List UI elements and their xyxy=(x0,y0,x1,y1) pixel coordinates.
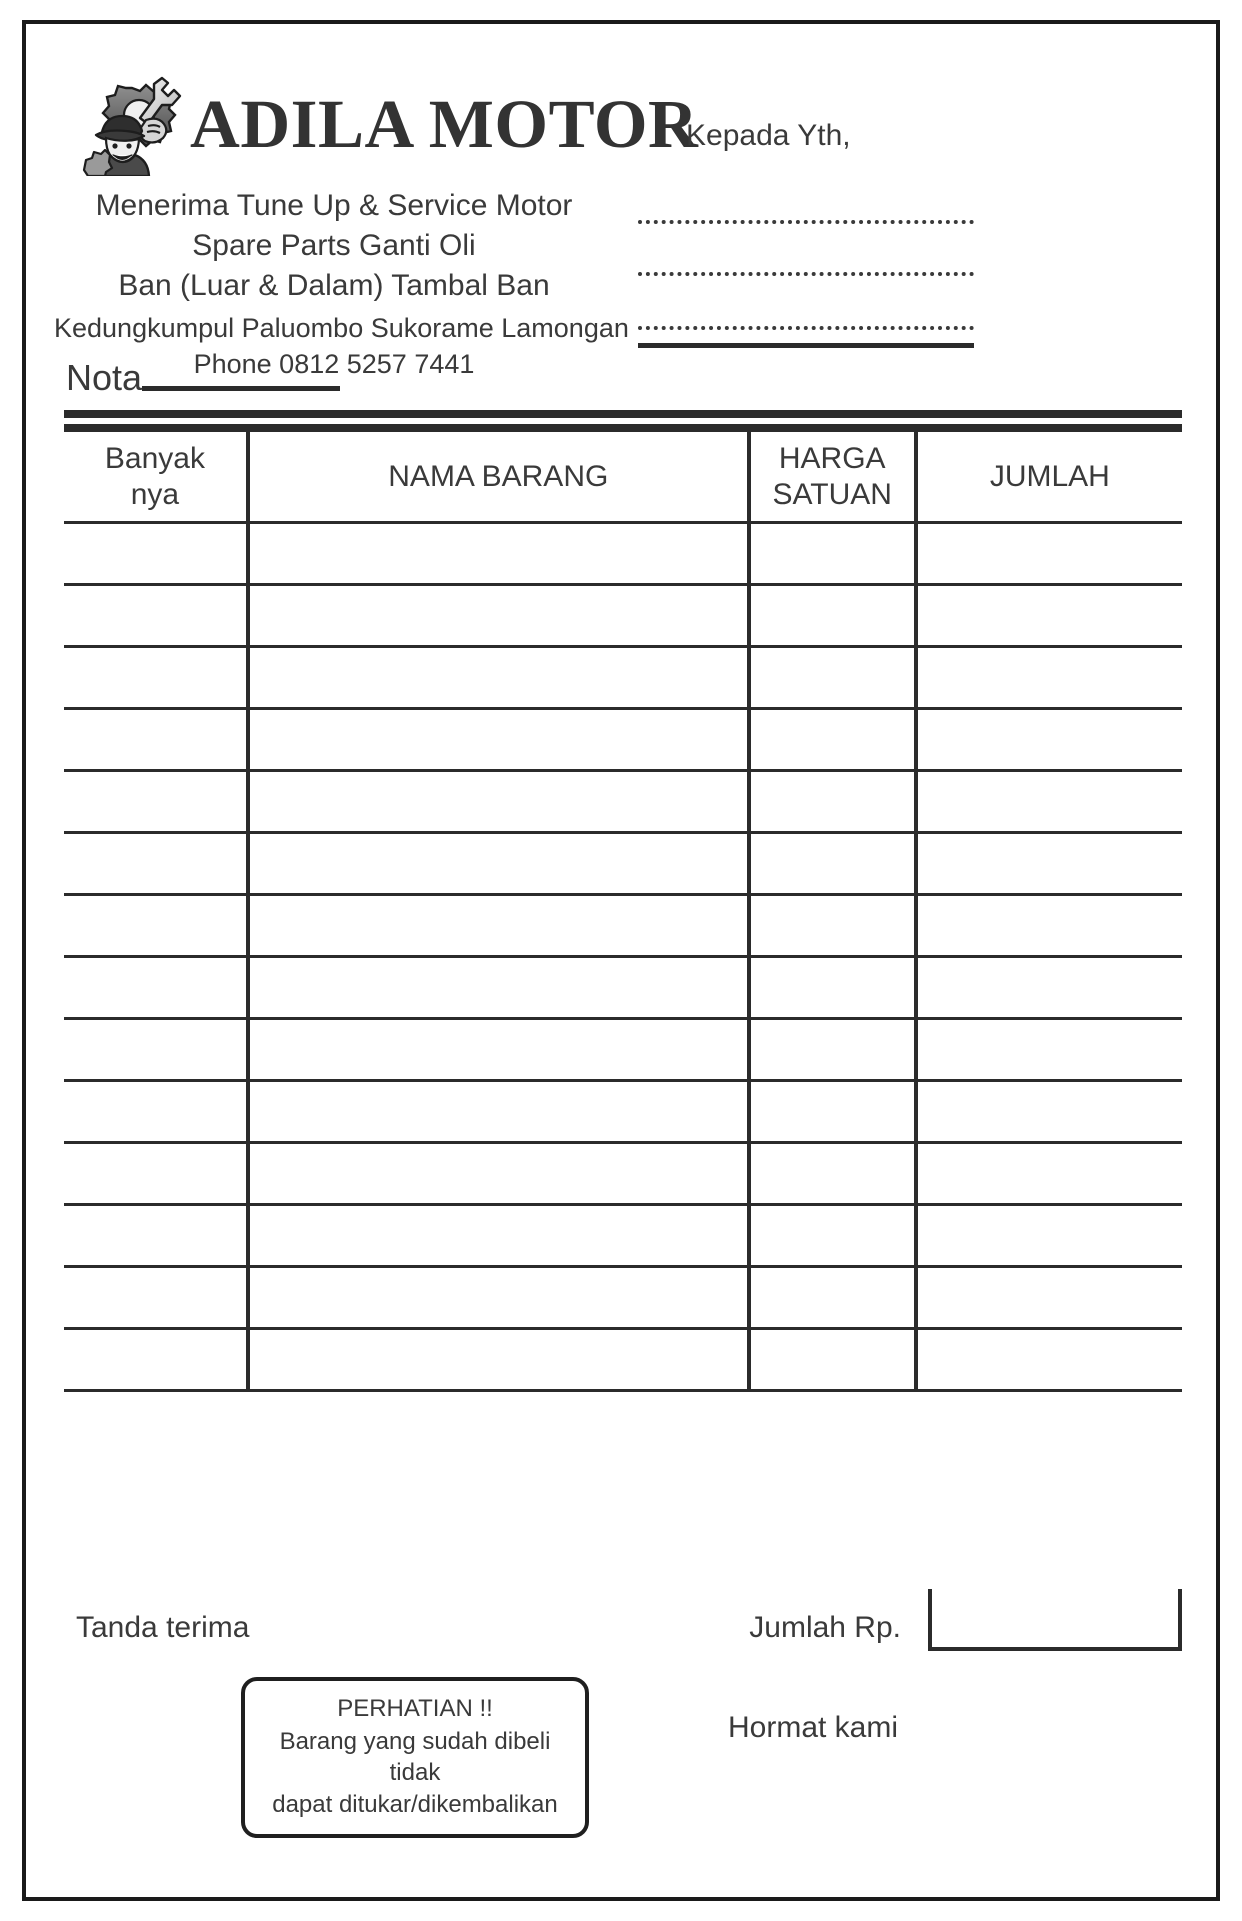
cell-jumlah[interactable] xyxy=(916,647,1182,709)
cell-harga-satuan[interactable] xyxy=(749,1019,916,1081)
shop-address: Kedungkumpul Paluombo Sukorame Lamongan xyxy=(54,312,629,343)
cell-jumlah[interactable] xyxy=(916,771,1182,833)
cell-banyaknya[interactable] xyxy=(64,647,248,709)
recipient-underline xyxy=(638,343,974,348)
cell-nama-barang[interactable] xyxy=(248,523,749,585)
column-header-jumlah-line1: JUMLAH xyxy=(989,459,1110,493)
table-row xyxy=(64,585,1182,647)
cell-nama-barang[interactable] xyxy=(248,585,749,647)
cell-banyaknya[interactable] xyxy=(64,1081,248,1143)
cell-harga-satuan[interactable] xyxy=(749,647,916,709)
table-row xyxy=(64,1267,1182,1329)
cell-banyaknya[interactable] xyxy=(64,771,248,833)
cell-nama-barang[interactable] xyxy=(248,1019,749,1081)
hormat-kami-label: Hormat kami xyxy=(728,1711,899,1744)
nota-number-row xyxy=(66,357,340,398)
cell-harga-satuan[interactable] xyxy=(749,895,916,957)
brand-name: ADILA MOTOR xyxy=(190,85,699,162)
cell-harga-satuan[interactable] xyxy=(749,1143,916,1205)
cell-nama-barang[interactable] xyxy=(248,1267,749,1329)
column-header-harga-satuan-line1: HARGA xyxy=(778,442,886,476)
cell-harga-satuan[interactable] xyxy=(749,523,916,585)
perhatian-line-1: Barang yang sudah dibeli tidak xyxy=(279,1728,551,1787)
recipient-fill-line-1[interactable] xyxy=(638,220,974,224)
table-row xyxy=(64,833,1182,895)
table-row xyxy=(64,1143,1182,1205)
receipt-footer xyxy=(26,1589,1216,1909)
column-header-nama-barang-line1: NAMA BARANG xyxy=(388,459,609,493)
cell-banyaknya[interactable] xyxy=(64,523,248,585)
table-row xyxy=(64,895,1182,957)
cell-banyaknya[interactable] xyxy=(64,1019,248,1081)
table-row xyxy=(64,709,1182,771)
service-line-1: Menerima Tune Up & Service Motor xyxy=(95,189,573,222)
cell-banyaknya[interactable] xyxy=(64,709,248,771)
header-separator-upper xyxy=(64,410,1182,418)
cell-harga-satuan[interactable] xyxy=(749,833,916,895)
cell-nama-barang[interactable] xyxy=(248,833,749,895)
cell-jumlah[interactable] xyxy=(916,957,1182,1019)
cell-nama-barang[interactable] xyxy=(248,771,749,833)
kepada-yth-label: Kepada Yth, xyxy=(686,119,851,152)
cell-jumlah[interactable] xyxy=(916,585,1182,647)
cell-harga-satuan[interactable] xyxy=(749,1329,916,1391)
cell-jumlah[interactable] xyxy=(916,1329,1182,1391)
column-header-nama-barang xyxy=(248,431,749,523)
column-header-jumlah xyxy=(916,431,1182,523)
cell-banyaknya[interactable] xyxy=(64,1267,248,1329)
items-table-body xyxy=(64,523,1182,1391)
cell-banyaknya[interactable] xyxy=(64,957,248,1019)
cell-harga-satuan[interactable] xyxy=(749,957,916,1019)
column-header-banyaknya-line1: Banyak xyxy=(104,442,205,476)
cell-banyaknya[interactable] xyxy=(64,1143,248,1205)
table-row xyxy=(64,1019,1182,1081)
tanda-terima-label: Tanda terima xyxy=(76,1611,250,1644)
cell-nama-barang[interactable] xyxy=(248,1205,749,1267)
cell-banyaknya[interactable] xyxy=(64,1329,248,1391)
table-header-row xyxy=(64,431,1182,523)
table-row xyxy=(64,957,1182,1019)
cell-harga-satuan[interactable] xyxy=(749,585,916,647)
cell-harga-satuan[interactable] xyxy=(749,1081,916,1143)
cell-jumlah[interactable] xyxy=(916,709,1182,771)
cell-nama-barang[interactable] xyxy=(248,1329,749,1391)
table-row xyxy=(64,523,1182,585)
perhatian-title: PERHATIAN !! xyxy=(337,1695,493,1722)
perhatian-line-2: dapat ditukar/dikembalikan xyxy=(272,1790,558,1818)
cell-banyaknya[interactable] xyxy=(64,1205,248,1267)
cell-nama-barang[interactable] xyxy=(248,1081,749,1143)
table-row xyxy=(64,1205,1182,1267)
cell-harga-satuan[interactable] xyxy=(749,1205,916,1267)
cell-jumlah[interactable] xyxy=(916,1019,1182,1081)
cell-nama-barang[interactable] xyxy=(248,895,749,957)
jumlah-rp-label: Jumlah Rp. xyxy=(749,1611,901,1644)
cell-banyaknya[interactable] xyxy=(64,833,248,895)
cell-jumlah[interactable] xyxy=(916,1081,1182,1143)
cell-banyaknya[interactable] xyxy=(64,895,248,957)
cell-harga-satuan[interactable] xyxy=(749,771,916,833)
table-row xyxy=(64,647,1182,709)
brand-lockup xyxy=(76,72,698,176)
items-table xyxy=(64,429,1182,1392)
receipt-page-frame xyxy=(22,20,1220,1901)
recipient-fill-line-2[interactable] xyxy=(638,272,974,276)
recipient-fill-line-3[interactable] xyxy=(638,326,974,330)
cell-harga-satuan[interactable] xyxy=(749,709,916,771)
shop-info-block xyxy=(54,186,629,383)
perhatian-notice-box xyxy=(241,1677,589,1838)
service-line-3: Ban (Luar & Dalam) Tambal Ban xyxy=(118,268,550,302)
cell-nama-barang[interactable] xyxy=(248,709,749,771)
cell-jumlah[interactable] xyxy=(916,1205,1182,1267)
cell-jumlah[interactable] xyxy=(916,1267,1182,1329)
nota-label: Nota xyxy=(66,357,143,398)
table-row xyxy=(64,1329,1182,1391)
cell-jumlah[interactable] xyxy=(916,1143,1182,1205)
receipt-header xyxy=(26,24,1216,414)
cell-banyaknya[interactable] xyxy=(64,585,248,647)
column-header-banyaknya-line2: nya xyxy=(130,477,180,511)
cell-nama-barang[interactable] xyxy=(248,1143,749,1205)
cell-nama-barang[interactable] xyxy=(248,957,749,1019)
service-line-2: Spare Parts Ganti Oli xyxy=(192,228,476,262)
shop-phone: Phone 0812 5257 7441 xyxy=(193,349,475,380)
column-header-harga-satuan xyxy=(749,431,916,523)
nota-number-fill-line[interactable] xyxy=(142,386,340,391)
table-row xyxy=(64,1081,1182,1143)
table-row xyxy=(64,771,1182,833)
mechanic-gear-wrench-icon xyxy=(76,72,188,176)
cell-jumlah[interactable] xyxy=(916,523,1182,585)
column-header-harga-satuan-line2: SATUAN xyxy=(772,477,892,511)
column-header-banyaknya xyxy=(64,431,248,523)
recipient-block xyxy=(626,119,1186,153)
cell-jumlah[interactable] xyxy=(916,833,1182,895)
cell-jumlah[interactable] xyxy=(916,895,1182,957)
cell-harga-satuan[interactable] xyxy=(749,1267,916,1329)
cell-nama-barang[interactable] xyxy=(248,647,749,709)
total-amount-box[interactable] xyxy=(928,1589,1182,1651)
